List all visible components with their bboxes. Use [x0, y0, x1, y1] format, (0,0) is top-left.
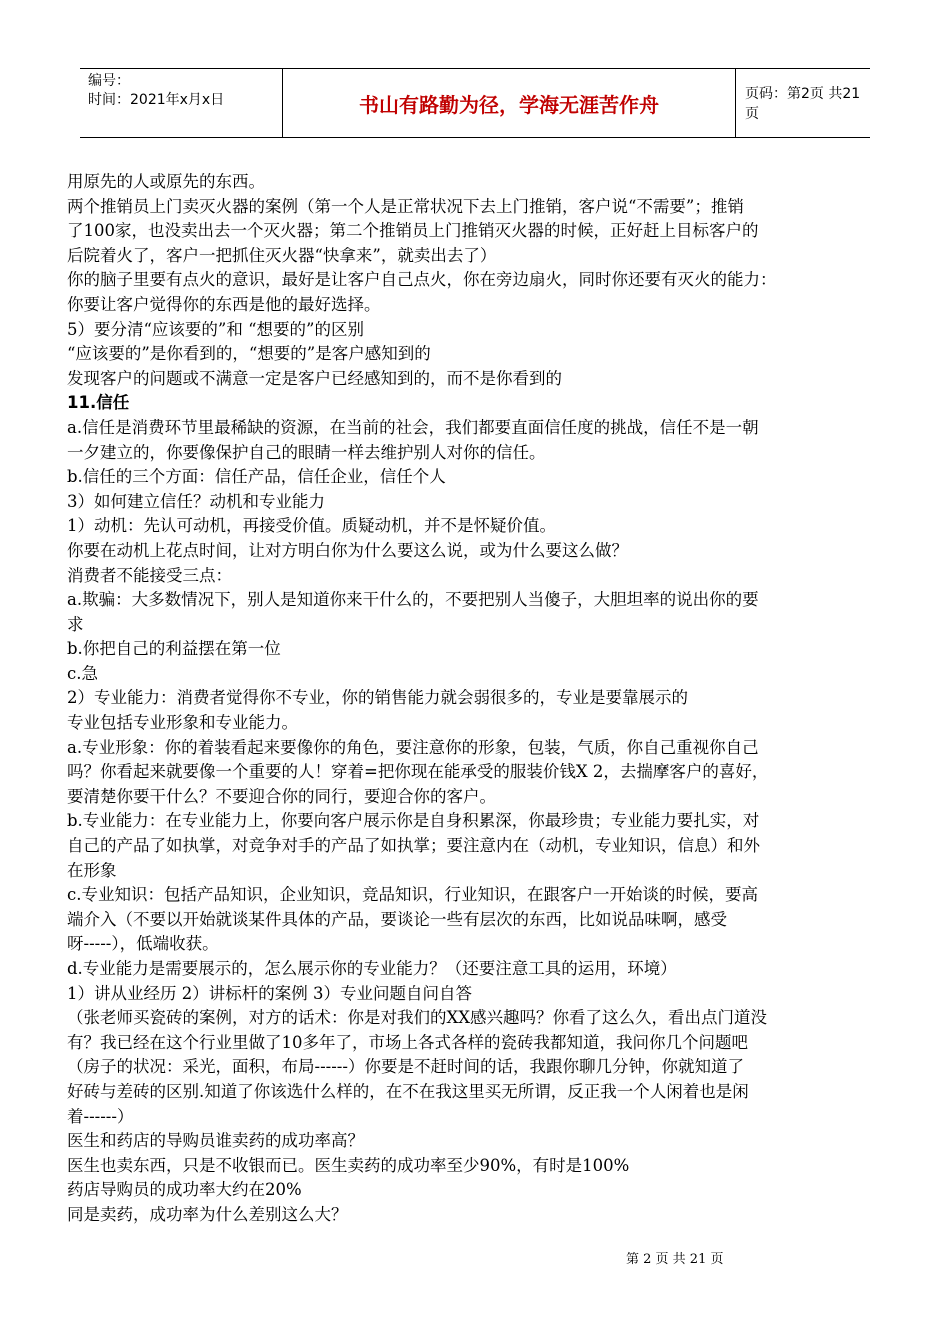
body-text-line: 专业包括专业形象和专业能力。 [67, 713, 298, 733]
body-text-line: 了100家，也没卖出去一个灭火器；第二个推销员上门推销灭火器的时候，正好赶上目标客户的 [67, 221, 759, 241]
body-text-line: 发现客户的问题或不满意一定是客户已经感知到的，而不是你看到的 [67, 368, 562, 388]
document-number-label: 编号： [88, 73, 130, 89]
body-text-line: 着------） [67, 1106, 134, 1126]
body-text-line: 医生和药店的导购员谁卖药的成功率高？ [67, 1131, 364, 1151]
body-text-line: a.专业形象：你的着装看起来要像你的角色，要注意你的形象，包装，气质，你自己重视你自己 [67, 737, 759, 757]
body-text-line: 你的脑子里要有点火的意识，最好是让客户自己点火，你在旁边扇火，同时你还要有灭火的能力： [67, 270, 777, 290]
header-motto: 书山有路勤为径，学海无涯苦作舟 [283, 69, 736, 137]
document-date-label: 时间：2021年x月x日 [88, 92, 225, 108]
body-text-line: 有？我已经在这个行业里做了10多年了，市场上各式各样的瓷砖我都知道，我问你几个问题吧 [67, 1032, 748, 1052]
body-text-line: 同是卖药，成功率为什么差别这么大？ [67, 1204, 348, 1224]
body-text-line: a.信任是消费环节里最稀缺的资源，在当前的社会，我们都要直面信任度的挑战，信任不是一朝 [67, 417, 759, 437]
body-text-line: 吗？你看起来就要像一个重要的人！穿着=把你现在能承受的服装价钱X 2，去揣摩客户的喜好， [67, 762, 769, 782]
body-text-line: （房子的状况：采光，面积，布局------）你要是不赶时间的话，我跟你聊几分钟，你就知道了 [67, 1057, 744, 1077]
page-footer: 第 2 页 共 21 页 [626, 1252, 724, 1267]
body-text-line: 好砖与差砖的区别.知道了你该选什么样的，在不在我这里买无所谓，反正我一个人闲着也是闲 [67, 1081, 749, 1101]
document-body [67, 170, 887, 1228]
body-text-line: 你要在动机上花点时间，让对方明白你为什么要这么说，或为什么要这么做？ [67, 540, 628, 560]
body-text-line: 一夕建立的，你要像保护自己的眼睛一样去维护别人对你的信任。 [67, 442, 546, 462]
body-text-line: 2）专业能力：消费者觉得你不专业，你的销售能力就会弱很多的，专业是要靠展示的 [67, 688, 688, 708]
body-text-line: 5）要分清“应该要的”和 “想要的”的区别 [67, 319, 364, 339]
body-text-line: a.欺骗：大多数情况下，别人是知道你来干什么的，不要把别人当傻子，大胆坦率的说出你的要 [67, 590, 759, 610]
body-text-line: 用原先的人或原先的东西。 [67, 172, 265, 191]
body-text-line: b.你把自己的利益摆在第一位 [67, 639, 281, 659]
body-text-line: 呀-----），低端收获。 [67, 934, 219, 954]
body-text-line: 1）讲从业经历 2）讲标杆的案例 3）专业问题自问自答 [67, 983, 472, 1003]
header-meta [80, 69, 283, 137]
body-text-line: b.专业能力：在专业能力上，你要向客户展示你是自身积累深，你最珍贵；专业能力要扎实，对 [67, 811, 760, 831]
body-text-line: c.专业知识：包括产品知识，企业知识，竞品知识，行业知识，在跟客户一开始谈的时候，要高 [67, 885, 758, 905]
body-text-line: 在形象 [67, 860, 117, 880]
body-text-line: （张老师买瓷砖的案例，对方的话术：你是对我们的XX感兴趣吗？你看了这么久，看出点门道没 [67, 1008, 767, 1028]
page-header [80, 68, 870, 138]
body-text-line: 求 [67, 614, 84, 634]
body-text-line: 要清楚你要干什么？不要迎合你的同行，要迎合你的客户。 [67, 786, 496, 806]
body-text-line: 3）如何建立信任？动机和专业能力 [67, 491, 325, 511]
body-text-line: 1）动机：先认可动机，再接受价值。质疑动机，并不是怀疑价值。 [67, 516, 556, 536]
body-text-line: 你要让客户觉得你的东西是他的最好选择。 [67, 294, 381, 314]
body-text-line: 后院着火了，客户一把抓住灭火器“快拿来”，就卖出去了） [67, 245, 497, 265]
body-text-line: “应该要的”是你看到的，“想要的”是客户感知到的 [67, 344, 431, 364]
header-page-info: 页码：第2页 共21页 [745, 86, 861, 122]
body-text-line: d.专业能力是需要展示的，怎么展示你的专业能力？（还要注意工具的运用，环境） [67, 959, 677, 978]
body-text-line: 药店导购员的成功率大约在20% [67, 1180, 302, 1200]
body-text-line: 端介入（不要以开始就谈某件具体的产品，要谈论一些有层次的东西，比如说品味啊，感受 [67, 909, 727, 929]
body-text-line: 医生也卖东西，只是不收银而已。医生卖药的成功率至少90%，有时是100% [67, 1155, 630, 1175]
body-text-line: 两个推销员上门卖灭火器的案例（第一个人是正常状况下去上门推销，客户说“不需要”；推销 [67, 196, 744, 216]
body-text-line: 消费者不能接受三点： [67, 565, 232, 585]
body-text-line: b.信任的三个方面：信任产品，信任企业，信任个人 [67, 467, 446, 487]
body-text-line: c.急 [67, 663, 98, 683]
body-text-line: 自己的产品了如执掌，对竞争对手的产品了如执掌；要注意内在（动机，专业知识，信息）和外 [67, 836, 760, 856]
section-heading: 11.信任 [67, 393, 130, 413]
